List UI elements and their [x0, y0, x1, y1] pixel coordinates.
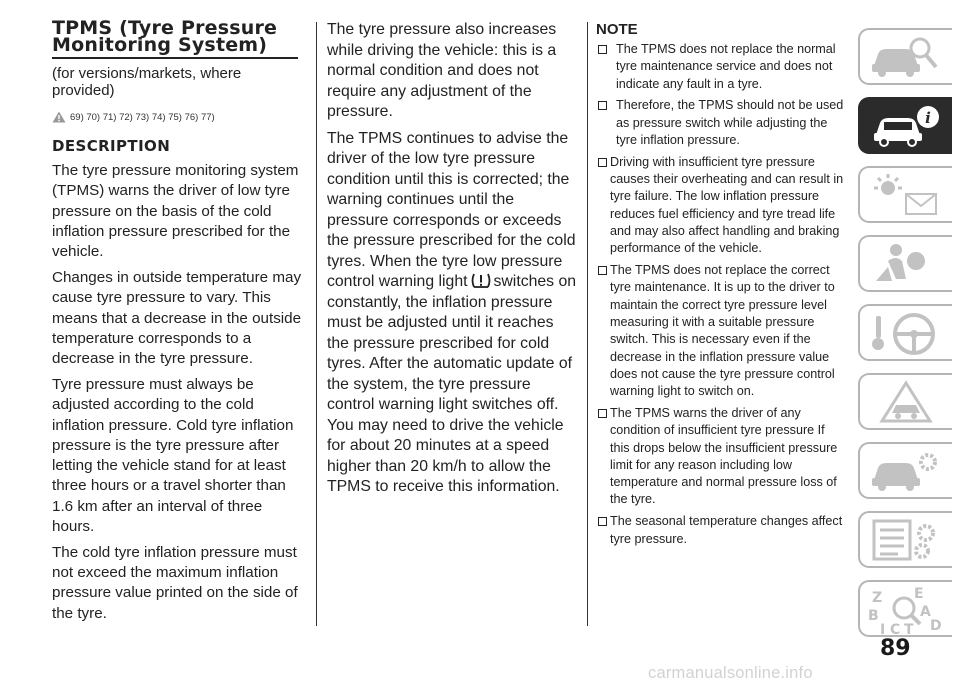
tab-maintenance[interactable]: [858, 442, 952, 499]
paragraph-text: switches on constantly, the inflation pressure must be adjusted until it reaches the pressure prescribed for cold tyres. After the automatic update of the system, the tyre pressure control warning light switches off. You may need to drive the vehicle for about 20 minutes at a speed higher than 20 km/h to allow the TPMS to receive this information.: [327, 273, 577, 495]
chapter-sidebar: [858, 28, 952, 649]
paragraph: [327, 129, 577, 498]
tab-getting-to-know-car[interactable]: [858, 28, 952, 85]
warning-references: [52, 111, 304, 123]
note-text: Therefore, the TPMS should not be used as pressure switch while adjusting the tyre inflation pressure.: [616, 98, 844, 147]
bullet-box-icon: [598, 409, 607, 418]
index-letter: I: [880, 622, 886, 636]
index-letter: Z: [872, 590, 883, 606]
bullet-box-icon: [598, 158, 607, 167]
index-letter: D: [930, 618, 942, 634]
watermark: carmanualsonline.info: [648, 664, 813, 682]
tab-technical-specifications[interactable]: [858, 511, 952, 568]
specifications-icon: [868, 517, 944, 563]
middle-column: [327, 20, 577, 504]
note-text: The TPMS warns the driver of any condition of insufficient tyre pressure If this drops below the insufficient pressure limit for any reason including low temperature and normal pressure loss of the tyre.: [610, 405, 838, 507]
car-maintenance-icon: [868, 448, 944, 494]
page-number: 89: [880, 636, 911, 661]
svg-text:i: i: [925, 109, 931, 127]
note-item: [596, 405, 846, 509]
note-text: The TPMS does not replace the normal tyre maintenance service and does not indicate any fault in a tyre.: [616, 42, 836, 91]
bullet-box-icon: [598, 45, 607, 54]
bullet-box-icon: [598, 266, 607, 275]
availability-note: (for versions/markets, where provided): [52, 65, 242, 99]
airbag-passenger-icon: [868, 241, 944, 287]
car-warning-icon: [868, 379, 944, 425]
column-divider: [316, 22, 317, 626]
reference-numbers: 69) 70) 71) 72) 73) 74) 75) 76) 77): [70, 111, 215, 123]
section-heading: DESCRIPTION: [52, 137, 171, 155]
tyre-pressure-warning-icon: [470, 272, 492, 289]
note-heading: NOTE: [596, 21, 638, 38]
note-item: [596, 41, 846, 93]
note-item: [596, 154, 846, 258]
tab-emergency[interactable]: [858, 373, 952, 430]
paragraph: Tyre pressure must always be adjusted according to the cold inflation pressure. Cold tyre inflation pressure is the tyre pressure after letting the vehicle stand for at least three hours or a travel shorter than 1.6 km after an interval of three hours.: [52, 375, 294, 536]
bullet-box-icon: [598, 101, 607, 110]
car-info-icon: [868, 103, 944, 149]
note-item: [596, 262, 846, 400]
tab-knowing-instrument-panel[interactable]: [858, 97, 952, 154]
steering-wheel-icon: [868, 310, 944, 356]
note-column: [596, 21, 846, 552]
tab-safety[interactable]: [858, 235, 952, 292]
note-item: [596, 97, 846, 149]
column-divider: [587, 22, 588, 626]
index-letter: A: [920, 604, 931, 620]
paragraph-text: The TPMS continues to advise the driver of the low tyre pressure condition until this is corrected; the warning continues until the pressure corresponds or exceeds the pressure prescribed for the cold tyres. When the tyre low pressure control warning light: [327, 129, 576, 290]
index-letter: T: [904, 622, 914, 636]
page-title: TPMS (Tyre Pressure Monitoring System): [52, 20, 298, 59]
left-column: [52, 17, 304, 630]
warning-triangle-icon: [52, 111, 66, 123]
paragraph: Changes in outside temperature may cause tyre pressure to vary. This means that a decrease in the outside temperature corresponds to a decrease in the tyre pressure.: [52, 268, 302, 368]
bullet-box-icon: [598, 517, 607, 526]
warning-lights-icon: [868, 172, 944, 218]
note-item: [596, 513, 846, 548]
tab-warning-lights[interactable]: [858, 166, 952, 223]
index-letter: E: [914, 586, 924, 602]
note-text: Driving with insufficient tyre pressure causes their overheating and can result in tyre failure. The low inflation pressure reduces fuel efficiency and tyre tread life and may also affect handling and braking performance of the vehicle.: [610, 154, 844, 256]
index-letter: C: [890, 622, 901, 636]
paragraph: The tyre pressure monitoring system (TPMS) warns the driver of low tyre pressure on the basis of the cold inflation pressure prescribed for the vehicle.: [52, 162, 299, 261]
note-text: The TPMS does not replace the correct tyre maintenance. It is up to the driver to maintain the correct tyre pressure level measuring it with a suitable pressure switch. This is necessary even if the decrease in the inflation pressure value does not cause the tyre pressure control warning light to switch on.: [610, 263, 835, 399]
car-search-icon: [868, 34, 944, 80]
tab-starting-driving[interactable]: [858, 304, 952, 361]
alphabetical-index-icon: [868, 586, 944, 636]
paragraph: The tyre pressure also increases while driving the vehicle: this is a normal condition and does not require any adjustment of the pressure.: [327, 21, 557, 120]
index-letter: B: [868, 608, 879, 624]
tab-index[interactable]: [858, 580, 952, 637]
note-text: The seasonal temperature changes affect tyre pressure.: [610, 514, 843, 546]
paragraph: The cold tyre inflation pressure must not exceed the maximum inflation pressure value printed on the side of the tyre.: [52, 543, 298, 622]
